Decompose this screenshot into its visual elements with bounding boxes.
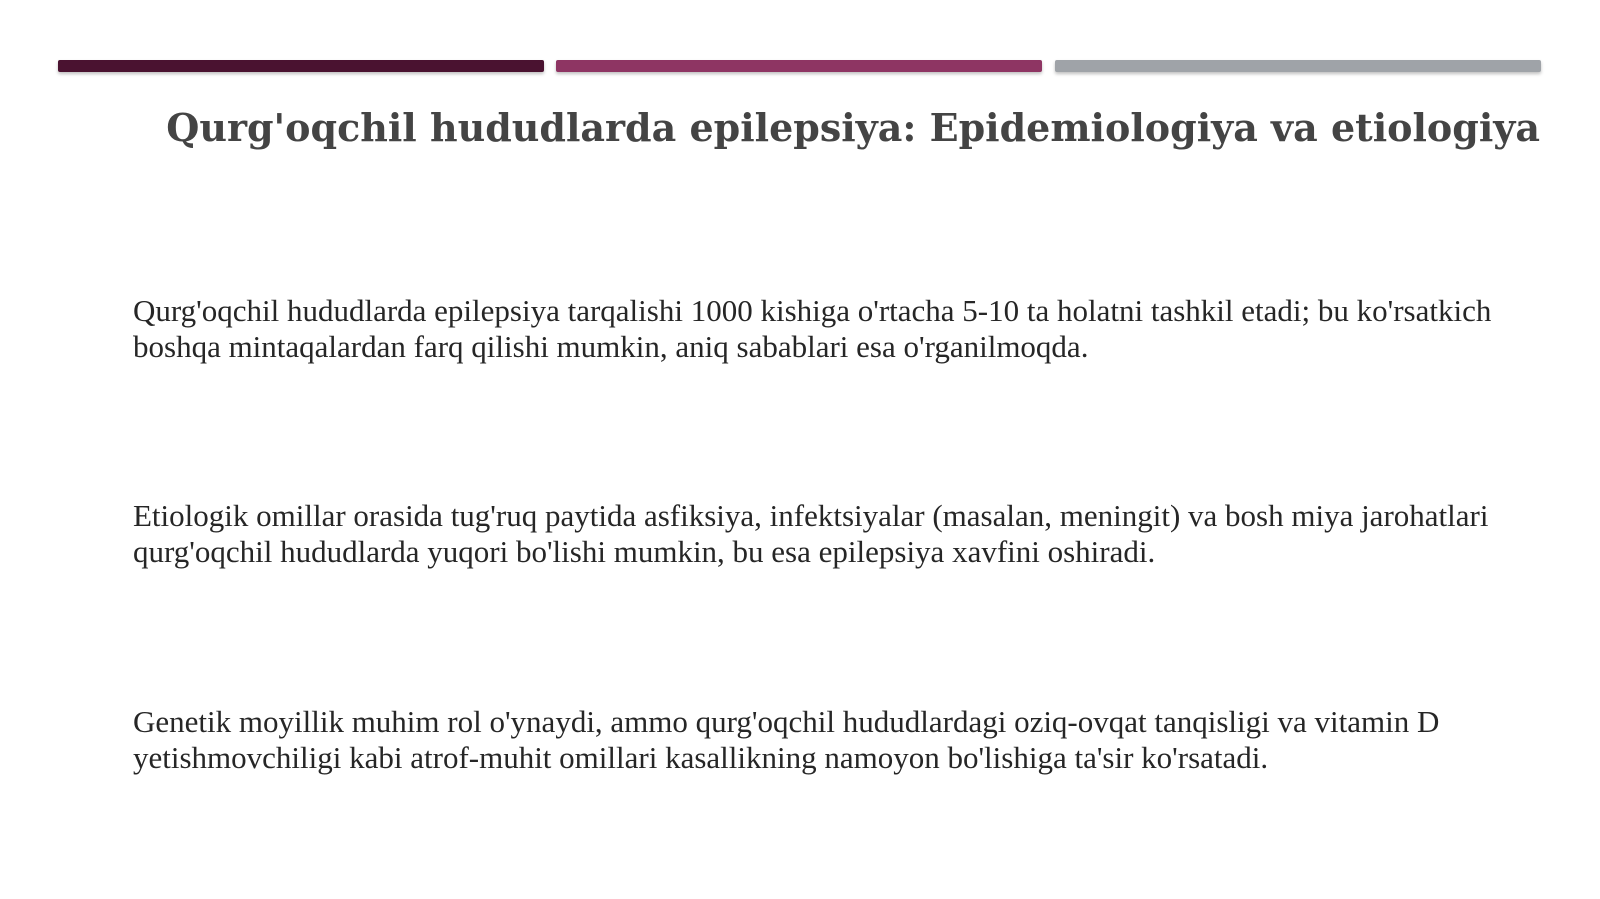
accent-bar-magenta [556,60,1042,72]
slide-title: Qurg'oqchil hududlarda epilepsiya: Epidemiologiya va etiologiya [166,105,1540,150]
paragraph-genetics: Genetik moyillik muhim rol o'ynaydi, ammo qurg'oqchil hududlardagi oziq-ovqat tanqisligi va vitamin D yetishmovchiligi kabi atrof-muhit omillari kasallikning namoyon bo'lishiga ta'sir ko'rsatadi. [133,704,1440,775]
paragraph-etiology: Etiologik omillar orasida tug'ruq paytida asfiksiya, infektsiyalar (masalan, meningit) va bosh miya jarohatlari qurg'oqchil hududlarda yuqori bo'lishi mumkin, bu esa epilepsiya xavfini oshiradi. [133,498,1489,569]
paragraph-epidemiology: Qurg'oqchil hududlarda epilepsiya tarqalishi 1000 kishiga o'rtacha 5-10 ta holatni tashkil etadi; bu ko'rsatkich boshqa mintaqalardan farq qilishi mumkin, aniq sabablari esa o'rganilmoqda. [133,293,1492,364]
accent-bar-gray [1055,60,1541,72]
accent-bar-dark [58,60,544,72]
